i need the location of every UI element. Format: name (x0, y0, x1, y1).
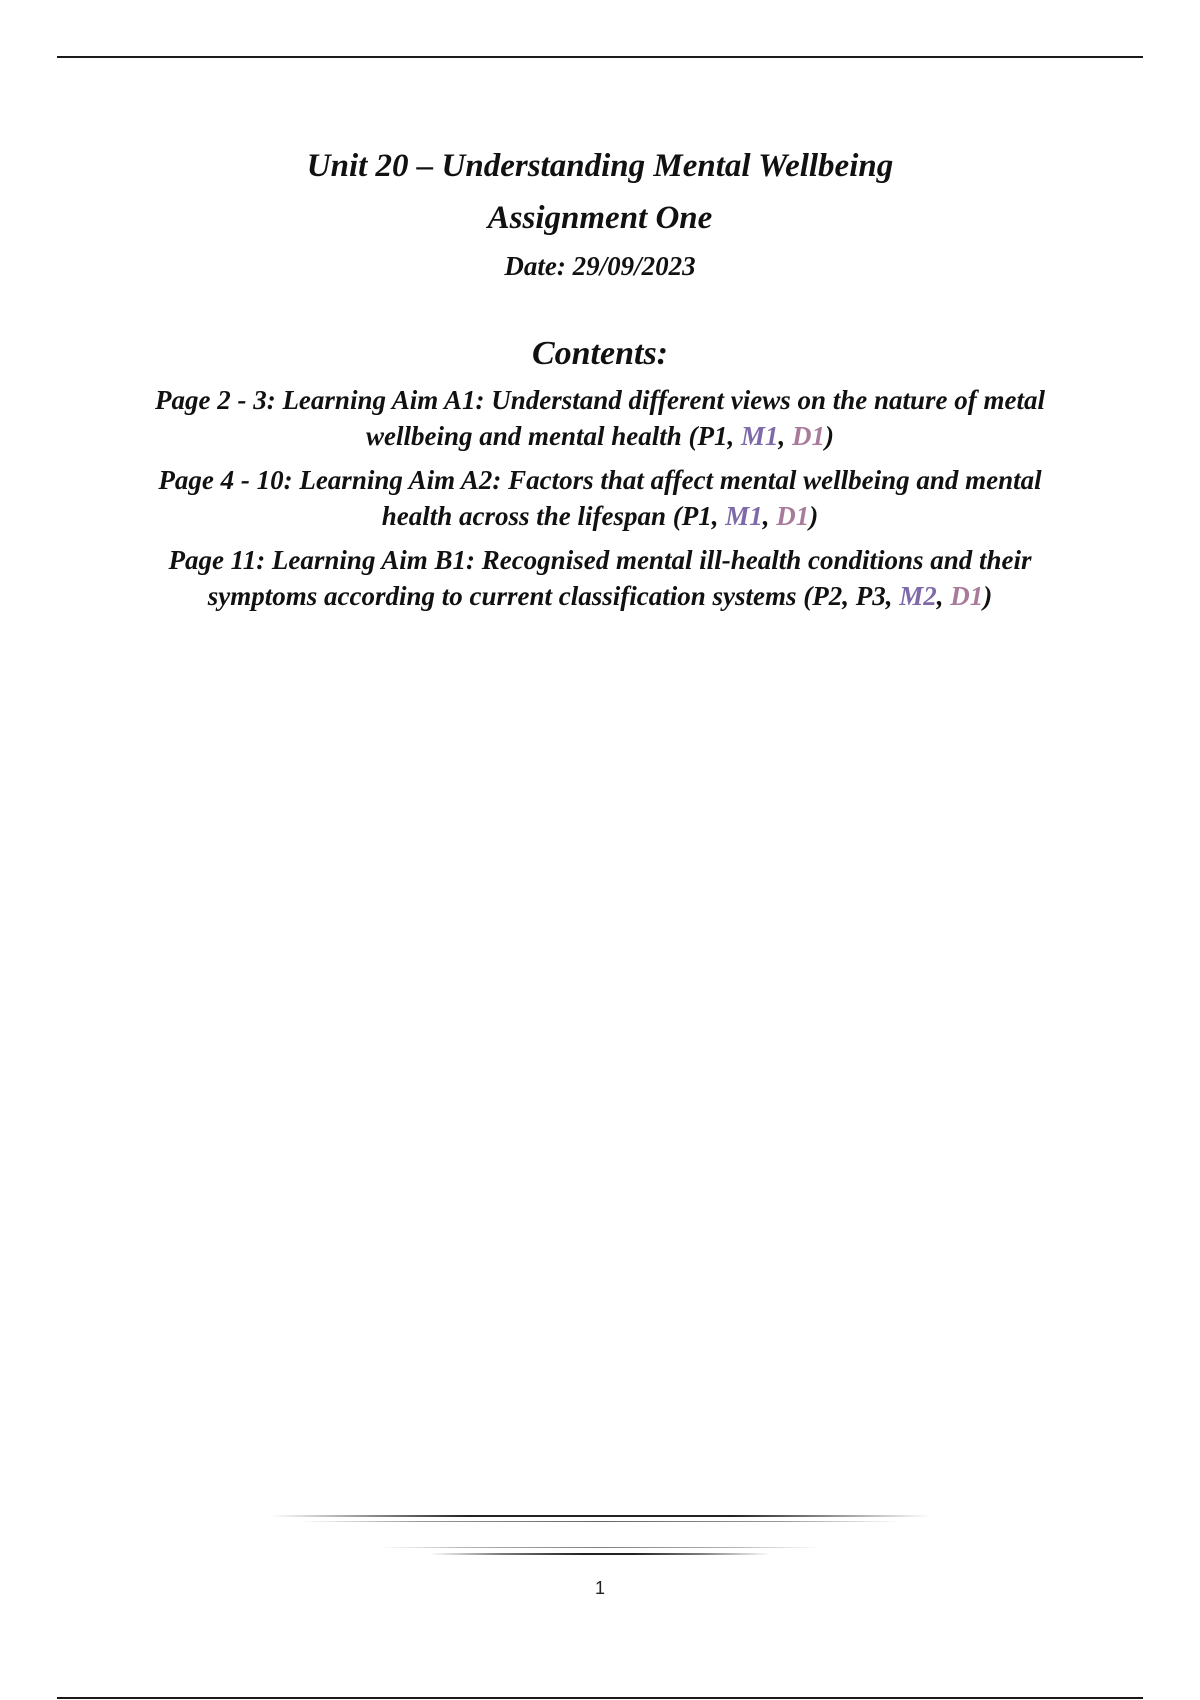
criterion-distinction: D1 (950, 581, 984, 611)
criterion-merit: M1 (741, 421, 779, 451)
header-rule (57, 56, 1143, 58)
document-date: Date: 29/09/2023 (504, 251, 696, 281)
criterion-merit: M2 (899, 581, 937, 611)
criterion-pass: P3 (855, 581, 886, 611)
page-number: 1 (594, 1578, 605, 1598)
footer-line (270, 1515, 930, 1517)
criteria-list: P1, M1, D1 (681, 501, 810, 531)
criteria-list: P1, M1, D1 (697, 421, 826, 451)
footer-decoration (270, 1515, 930, 1555)
criterion-pass: P1 (681, 501, 712, 531)
contents-entry: Page 4 - 10: Learning Aim A2: Factors that affect mental wellbeing and mental health across the lifespan (P1, M1, D1) (158, 465, 1042, 531)
contents-entry-text: Page 11: Learning Aim B1: Recognised mental ill-health conditions and their symptoms according to current classification systems ( (168, 545, 1032, 611)
criterion-distinction: D1 (792, 421, 826, 451)
contents-entry: Page 2 - 3: Learning Aim A1: Understand different views on the nature of metal wellbeing and mental health (P1, M1, D1) (154, 385, 1045, 451)
document-title: Unit 20 – Understanding Mental Wellbeing (306, 148, 894, 184)
footer-line (300, 1521, 900, 1522)
criterion-distinction: D1 (776, 501, 810, 531)
footer-line (380, 1547, 820, 1548)
footer-line (430, 1553, 770, 1555)
footer-rule (57, 1697, 1143, 1699)
contents-entry-text: Page 4 - 10: Learning Aim A2: Factors that affect mental wellbeing and mental health across the lifespan ( (158, 465, 1042, 531)
criterion-pass: P2 (812, 581, 843, 611)
contents-entry: Page 11: Learning Aim B1: Recognised mental ill-health conditions and their symptoms according to current classification systems (P2, P3, M2, D1) (168, 545, 1032, 611)
criterion-pass: P1 (697, 421, 728, 451)
contents-heading: Contents: (531, 335, 669, 372)
criterion-merit: M1 (725, 501, 763, 531)
document-subtitle: Assignment One (487, 200, 713, 236)
contents-entry-text: Page 2 - 3: Learning Aim A1: Understand different views on the nature of metal wellbeing and mental health ( (154, 385, 1045, 451)
document-body (140, 140, 1060, 622)
criteria-list: P2, P3, M2, D1 (812, 581, 984, 611)
contents-list (140, 382, 1060, 614)
